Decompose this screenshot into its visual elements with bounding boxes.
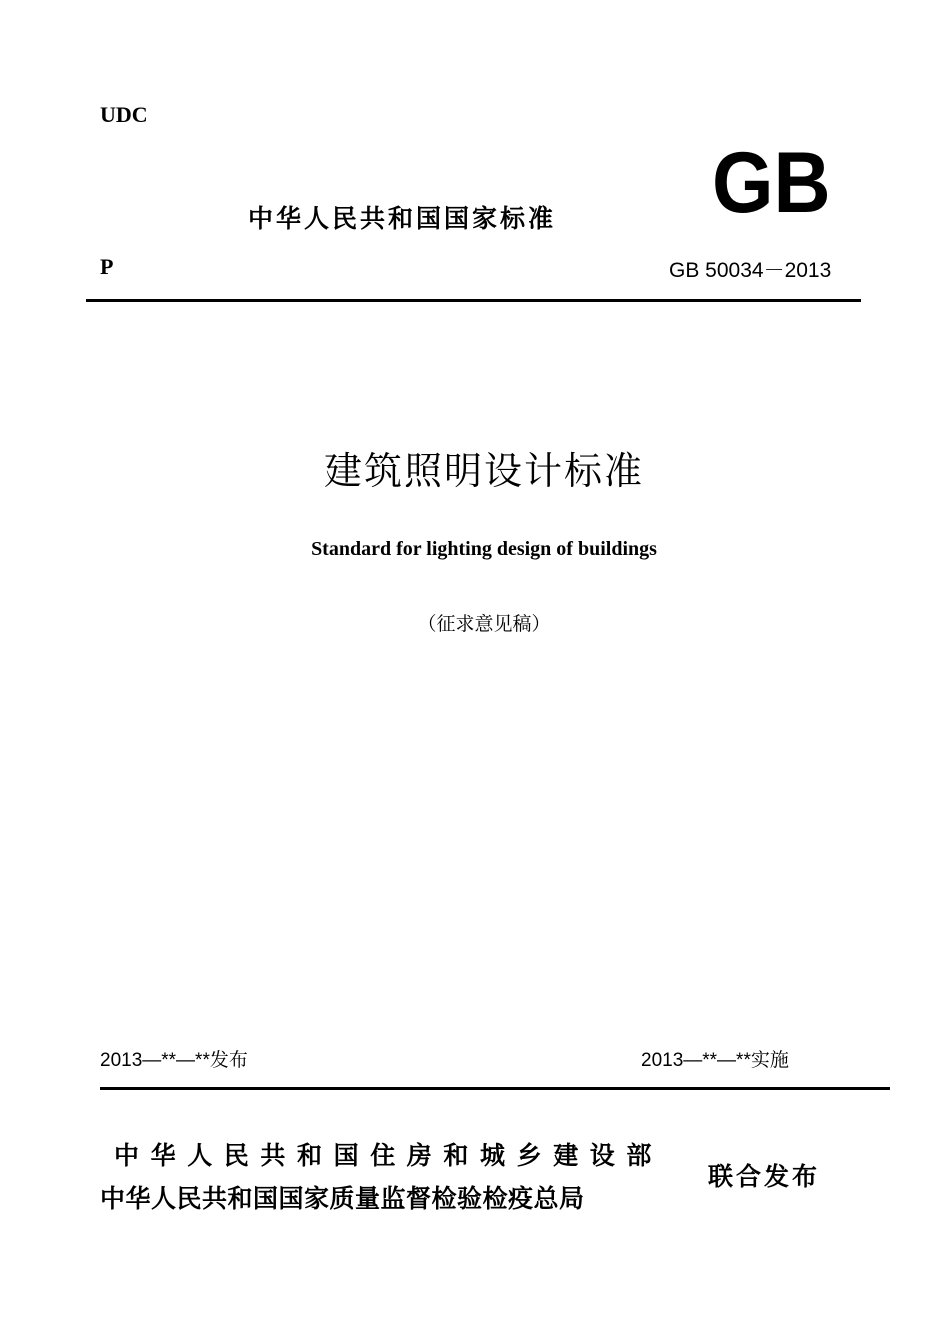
issue-date: 2013—**—**发布 (100, 1050, 248, 1071)
national-standard-heading: 中华人民共和国国家标准 (248, 204, 557, 233)
top-divider (86, 299, 861, 302)
publisher-ministry: 中华人民共和国住房和城乡建设部 (114, 1141, 664, 1170)
udc-label: UDC (100, 102, 148, 127)
joint-issue-label: 联合发布 (708, 1162, 821, 1191)
implementation-date: 2013—**—**实施 (641, 1050, 789, 1071)
standard-number: GB 50034－2013 (669, 259, 832, 282)
classification-code: P (100, 254, 114, 279)
publisher-administration: 中华人民共和国国家质量监督检验检疫总局 (100, 1184, 585, 1213)
document-title-english: Standard for lighting design of buildings (311, 538, 657, 560)
draft-note: （征求意见稿） (417, 613, 551, 635)
gb-logo: GB (712, 135, 831, 231)
bottom-divider (100, 1087, 890, 1090)
document-title-chinese: 建筑照明设计标准 (323, 449, 644, 493)
